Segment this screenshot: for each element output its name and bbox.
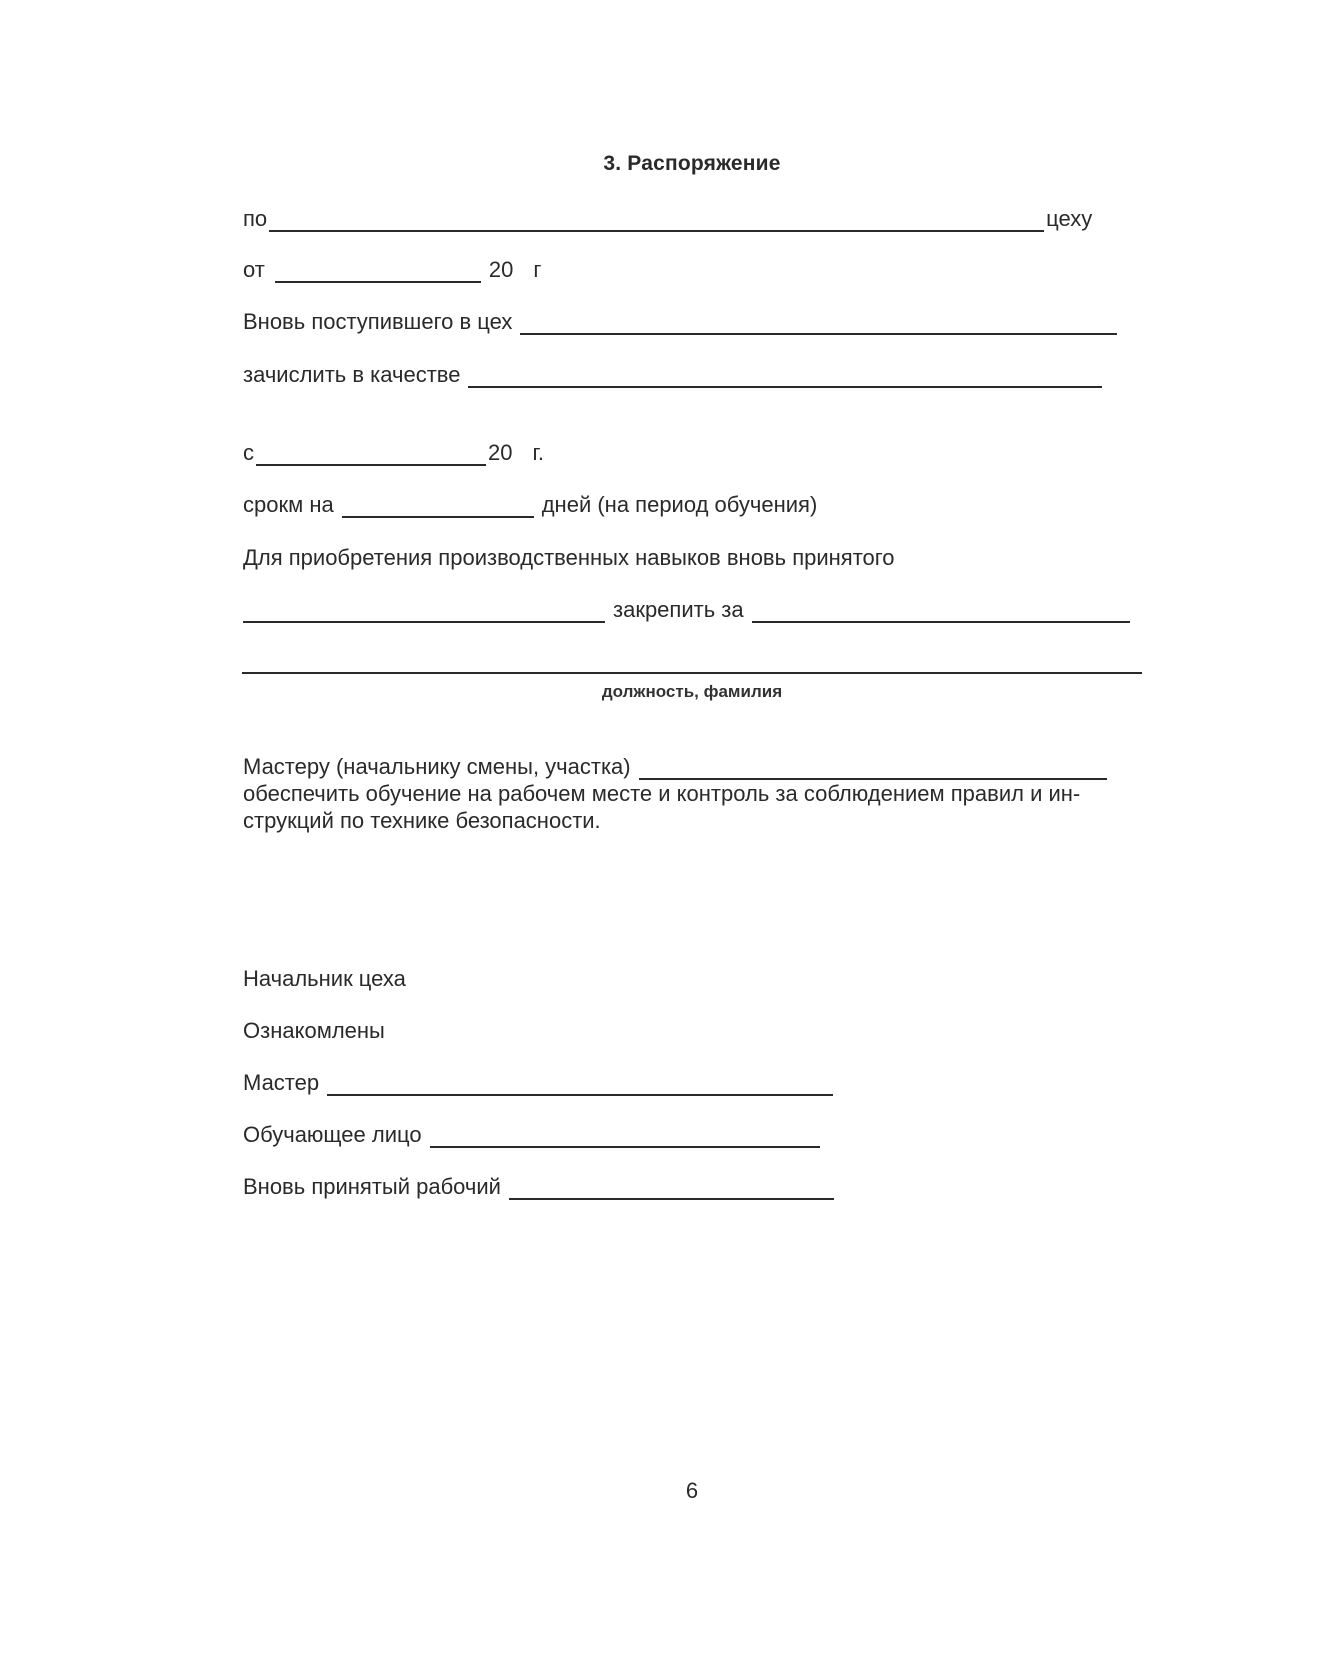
master-shift-field[interactable] [639,756,1107,780]
row-new-employee [243,309,1119,335]
row-acknowledged [243,1018,385,1044]
new-employee-field[interactable] [520,311,1117,335]
term-days-field[interactable] [342,494,534,518]
start-date-field[interactable] [256,442,486,466]
order-date-field[interactable] [275,259,481,283]
paragraph-line-2: обеспечить обучение на рабочем месте и контроль за соблюдением правил и ин- [243,781,1081,806]
label-master-shift: Мастеру (начальнику смены, участка) [243,754,631,779]
label-trainer: Обучающее лицо [243,1122,422,1147]
skills-text: Для приобретения производственных навыков вновь принятого [243,545,895,570]
label-assign: закрепить за [613,597,744,622]
row-skills [243,545,895,571]
page-number: 6 [685,1478,699,1503]
label-from-year-suffix: г. [532,440,544,465]
label-po: по [243,206,268,231]
mentor-position-name-field[interactable] [242,672,1142,674]
new-worker-name-field[interactable] [243,599,605,623]
label-acknowledged: Ознакомлены [243,1018,385,1043]
paragraph-line-3: струкций по технике безопасности. [243,808,601,833]
document-title: 3. Распоряжение [603,152,781,175]
row-enroll [243,362,1104,388]
row-head-of-workshop [243,966,406,992]
label-days: дней (на период обучения) [541,492,818,517]
master-signature-field[interactable] [327,1072,833,1096]
trainer-signature-field[interactable] [430,1124,820,1148]
row-new-worker-signature [243,1174,836,1200]
row-date [243,257,541,283]
row-trainer-signature [243,1122,822,1148]
mentor-field[interactable] [752,599,1130,623]
workshop-field[interactable] [269,208,1044,232]
label-new-worker: Вновь принятый рабочий [243,1174,501,1199]
label-term: срокм на [243,492,334,517]
row-po [243,206,1092,232]
row-master-signature [243,1070,835,1096]
label-master: Мастер [243,1070,320,1095]
paragraph-line-1 [243,753,1138,780]
label-from-year: 20 [488,440,513,465]
label-year: 20 [488,257,514,282]
field-caption: должность, фамилия [601,682,783,701]
master-instruction-paragraph [243,753,1138,834]
label-from: с [243,440,254,465]
label-enroll: зачислить в качестве [243,362,461,387]
position-field[interactable] [468,364,1102,388]
new-worker-signature-field[interactable] [509,1176,834,1200]
label-head-of-workshop: Начальник цеха [243,966,406,991]
label-ot: от [243,257,265,282]
row-term [243,492,817,518]
label-new-employee: Вновь поступившего в цех [243,309,513,334]
row-assign [243,597,1132,623]
label-tsekhu: цеху [1046,206,1093,231]
label-year-suffix: г [533,257,542,282]
row-from-date [243,440,544,466]
